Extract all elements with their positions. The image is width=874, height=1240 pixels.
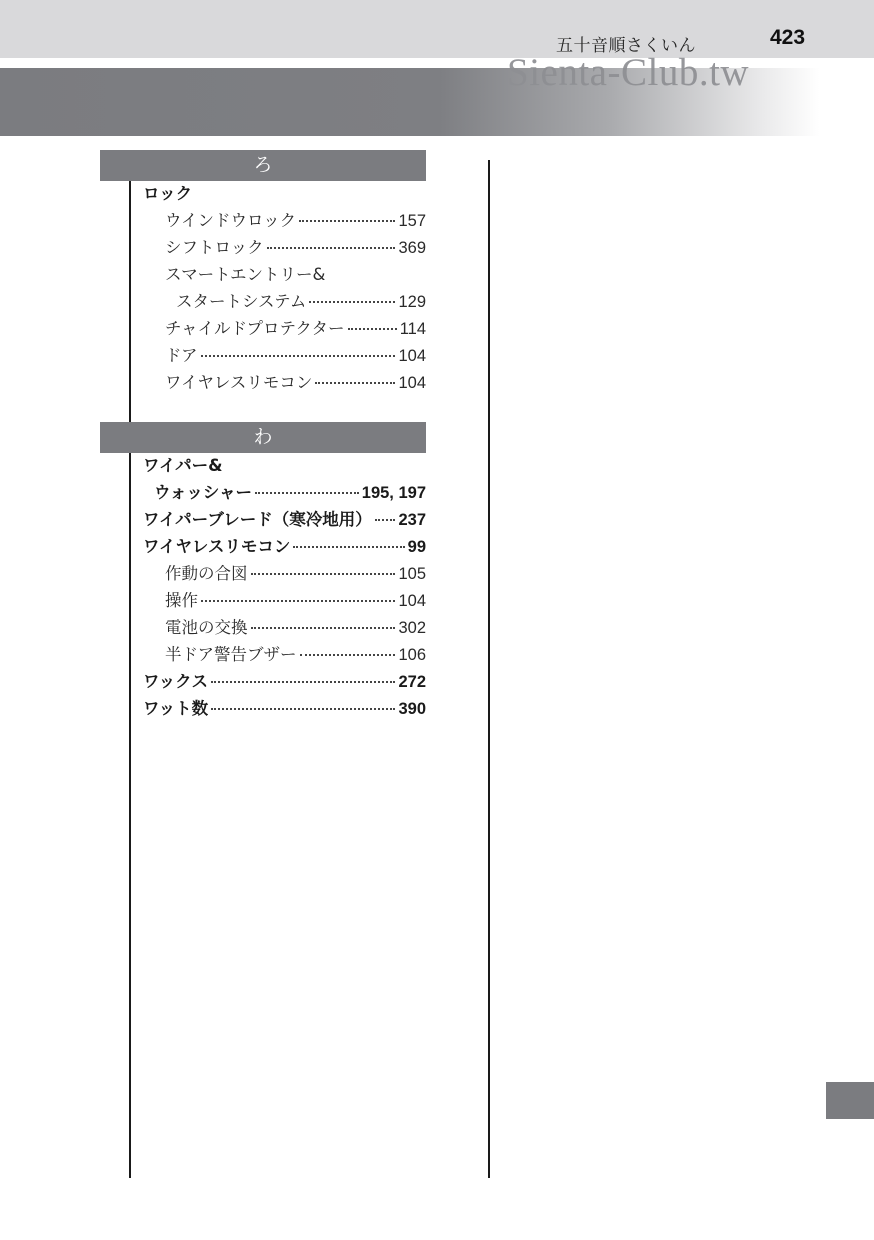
entry-page: 157: [398, 212, 426, 230]
index-entry-wireless-remote-lock: [165, 369, 426, 396]
index-entry-operation-signal: [165, 560, 426, 587]
leader-dots: [201, 600, 395, 602]
entry-page: 390: [398, 700, 426, 718]
leader-dots: [255, 492, 359, 494]
leader-dots: [375, 519, 396, 521]
entry-label: ウォッシャー: [154, 483, 253, 502]
entry-label: ワット数: [143, 699, 209, 718]
index-entry-wireless-remote: [143, 533, 426, 560]
index-entry-battery-replacement: [165, 614, 426, 641]
page-number: 423: [770, 26, 806, 49]
entry-page: 114: [399, 320, 426, 338]
leader-dots: [309, 301, 395, 303]
index-entry-wattage: [143, 695, 426, 722]
entry-page: 105: [398, 565, 426, 583]
section-header-ro: ろ: [100, 150, 426, 181]
index-entry-washer: [154, 479, 426, 506]
index-entry-child-protector: [165, 315, 426, 342]
entry-label: ワイヤレスリモコン: [143, 537, 291, 556]
entry-label: ワックス: [143, 672, 209, 691]
entry-page: 369: [398, 239, 426, 257]
entry-label: スタートシステム: [176, 292, 307, 311]
index-entry-lock: [143, 180, 426, 207]
entry-label: スマートエントリー&: [165, 265, 326, 284]
column-rule-left: [129, 180, 131, 1178]
entry-page: 104: [398, 592, 426, 610]
entry-label: ワイヤレスリモコン: [165, 373, 313, 392]
entry-label: 電池の交換: [165, 618, 248, 637]
entry-page: 195, 197: [361, 484, 426, 502]
entry-page: 129: [398, 293, 426, 311]
watermark: Sienta-Club.tw: [507, 51, 750, 94]
leader-dots: [267, 247, 396, 249]
leader-dots: [251, 573, 396, 575]
index-entry-wax: [143, 668, 426, 695]
index-entry-door: [165, 342, 426, 369]
leader-dots: [251, 627, 396, 629]
entry-page: 104: [398, 347, 426, 365]
index-entry-wiper-blade: [143, 506, 426, 533]
entry-label: チャイルドプロテクター: [165, 319, 345, 338]
leader-dots: [293, 546, 404, 548]
entry-page: 104: [398, 374, 426, 392]
entry-label: 作動の合図: [165, 564, 248, 583]
index-entry-start-system: [176, 288, 426, 315]
entry-label: ワイパーブレード（寒冷地用）: [143, 510, 372, 529]
entry-page: 99: [407, 538, 426, 556]
thumb-index-tab: [826, 1082, 874, 1119]
leader-dots: [348, 328, 397, 330]
index-entry-shift-lock: [165, 234, 426, 261]
entry-label: ロック: [143, 184, 193, 203]
index-entry-operation: [165, 587, 426, 614]
entry-label: 操作: [165, 591, 198, 610]
index-entry-smart-entry: [165, 261, 426, 288]
index-entry-wiper: [143, 452, 426, 479]
entry-label: ドア: [165, 346, 198, 365]
leader-dots: [211, 681, 395, 683]
index-title: 五十音順さくいん: [556, 36, 696, 56]
entry-label: シフトロック: [165, 238, 264, 257]
leader-dots: [315, 382, 395, 384]
leader-dots: [299, 220, 395, 222]
entry-label: 半ドア警告ブザー: [165, 645, 297, 664]
entry-page: 302: [398, 619, 426, 637]
entry-label: ウインドウロック: [165, 211, 297, 230]
entry-page: 106: [398, 646, 426, 664]
leader-dots: [300, 654, 396, 656]
leader-dots: [211, 708, 395, 710]
index-entry-door-ajar-buzzer: [165, 641, 426, 668]
leader-dots: [201, 355, 396, 357]
entry-label: ワイパー&: [143, 456, 223, 475]
column-rule-middle: [488, 160, 490, 1178]
entry-page: 272: [398, 673, 426, 691]
entry-page: 237: [398, 511, 426, 529]
index-entry-window-lock: [165, 207, 426, 234]
section-header-wa: わ: [100, 422, 426, 453]
